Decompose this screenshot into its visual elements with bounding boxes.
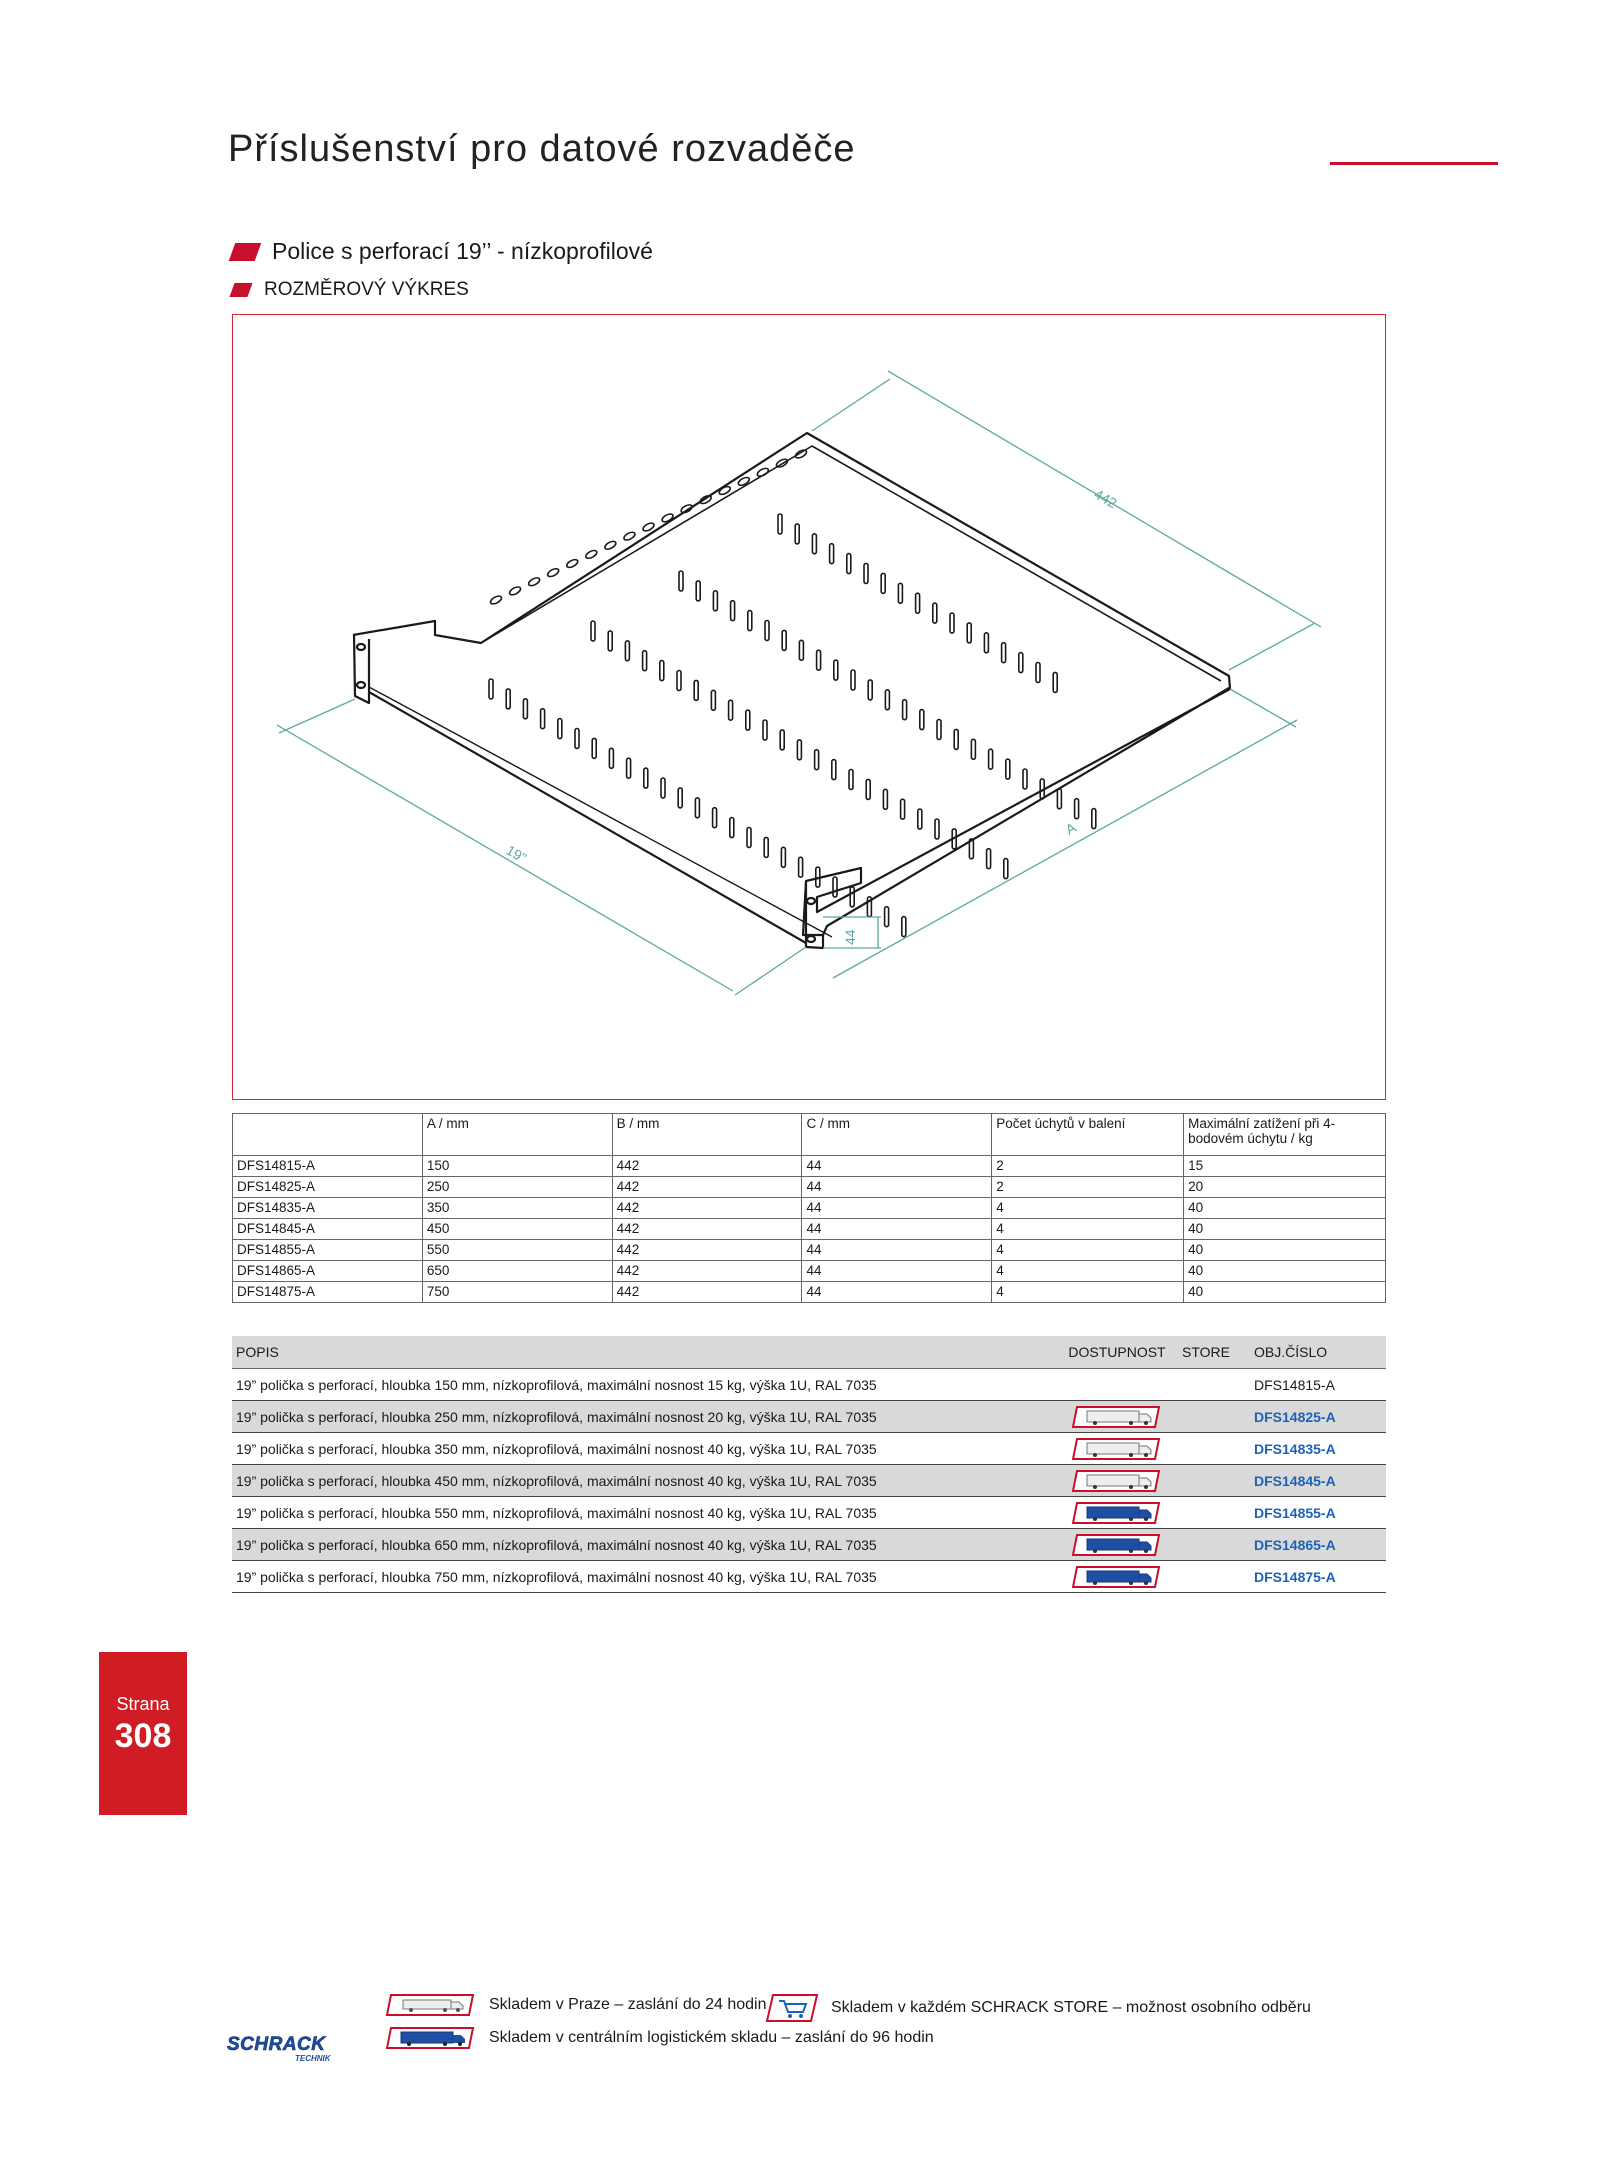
white-truck-icon bbox=[1071, 1405, 1163, 1429]
perforation-hole bbox=[508, 585, 521, 596]
spec-cell: 4 bbox=[992, 1282, 1184, 1303]
spec-cell: 442 bbox=[612, 1240, 802, 1261]
perforation-slot bbox=[731, 601, 735, 621]
legend-store-text: Skladem v každém SCHRACK STORE – možnost osobního odběru bbox=[831, 1999, 1311, 2016]
spec-cell: 40 bbox=[1184, 1240, 1386, 1261]
perforation-slot bbox=[799, 640, 803, 660]
spec-cell: 350 bbox=[422, 1198, 612, 1219]
spec-cell: 4 bbox=[992, 1261, 1184, 1282]
legend-white-truck bbox=[385, 1993, 767, 2017]
spec-cell: DFS14845-A bbox=[233, 1219, 423, 1240]
spec-cell: 44 bbox=[802, 1177, 992, 1198]
blue-truck-icon bbox=[1071, 1501, 1163, 1525]
perforation-slot bbox=[885, 907, 889, 927]
availability-cell bbox=[1052, 1437, 1182, 1461]
blue-truck-icon bbox=[1071, 1565, 1163, 1589]
spec-cell: DFS14835-A bbox=[233, 1198, 423, 1219]
perforation-slot bbox=[851, 670, 855, 690]
perforation-slot bbox=[933, 603, 937, 623]
shopping-cart-icon bbox=[765, 1993, 819, 2023]
product-description: 19” polička s perforací, hloubka 750 mm, nízkoprofilová, maximální nosnost 40 kg, výška 1U, RAL 7035 bbox=[236, 1568, 877, 1585]
svg-text:TECHNIK: TECHNIK bbox=[295, 2054, 331, 2063]
perforation-slot bbox=[881, 573, 885, 593]
page-label: Strana bbox=[116, 1694, 170, 1714]
blue-truck-icon bbox=[385, 2026, 477, 2050]
order-code-link[interactable]: DFS14875-A bbox=[1254, 1568, 1336, 1585]
spec-cell: 44 bbox=[802, 1219, 992, 1240]
spec-cell: DFS14825-A bbox=[233, 1177, 423, 1198]
perforation-slot bbox=[967, 623, 971, 643]
mount-hole bbox=[357, 644, 365, 650]
perforation-slot bbox=[696, 581, 700, 601]
perforation-slot bbox=[984, 633, 988, 653]
spec-cell: 450 bbox=[422, 1219, 612, 1240]
perforation-slot bbox=[866, 779, 870, 799]
product-row bbox=[232, 1497, 1386, 1529]
perforation-slot bbox=[971, 739, 975, 759]
perforation-slot bbox=[832, 760, 836, 780]
perforation-slot bbox=[1075, 799, 1079, 819]
mount-hole bbox=[807, 936, 815, 942]
legend-store-cart bbox=[765, 1993, 1311, 2023]
spec-cell: 442 bbox=[612, 1156, 802, 1177]
perforation-slot bbox=[918, 809, 922, 829]
perforation-slot bbox=[713, 808, 717, 828]
header-desc: POPIS bbox=[236, 1344, 279, 1360]
perforation-slot bbox=[748, 611, 752, 631]
perforation-slot bbox=[541, 709, 545, 729]
perforation-slot bbox=[747, 828, 751, 848]
product-description: 19” polička s perforací, hloubka 650 mm, nízkoprofilová, maximální nosnost 40 kg, výška 1U, RAL 7035 bbox=[236, 1536, 877, 1553]
perforation-slot bbox=[830, 544, 834, 564]
product-description: 19” polička s perforací, hloubka 250 mm, nízkoprofilová, maximální nosnost 20 kg, výška 1U, RAL 7035 bbox=[236, 1408, 877, 1425]
perforation-slot bbox=[916, 593, 920, 613]
perforation-slot bbox=[847, 554, 851, 574]
perforation-slot bbox=[746, 710, 750, 730]
perforation-slot bbox=[850, 887, 854, 907]
perforation-slot bbox=[833, 877, 837, 897]
shelf-drawing-svg bbox=[233, 315, 1387, 1101]
spec-cell: 150 bbox=[422, 1156, 612, 1177]
perforation-hole bbox=[794, 449, 807, 460]
spec-table-body bbox=[233, 1156, 1386, 1303]
dim-label-depth: 442 bbox=[1091, 485, 1120, 512]
spec-cell: 250 bbox=[422, 1177, 612, 1198]
dim-line-width bbox=[277, 699, 806, 995]
white-truck-icon bbox=[385, 1993, 477, 2017]
spec-cell: 4 bbox=[992, 1198, 1184, 1219]
product-heading-text: Police s perforací 19’’ - nízkoprofilové bbox=[272, 238, 653, 264]
product-table bbox=[232, 1336, 1386, 1593]
perforation-slot bbox=[898, 583, 902, 603]
mount-hole bbox=[357, 682, 365, 688]
perforation-hole bbox=[604, 540, 617, 551]
perforation-slot bbox=[489, 679, 493, 699]
product-description: 19” polička s perforací, hloubka 150 mm, nízkoprofilová, maximální nosnost 15 kg, výška 1U, RAL 7035 bbox=[236, 1376, 877, 1393]
dim-label-height: 44 bbox=[842, 929, 858, 945]
perforation-slot bbox=[797, 740, 801, 760]
perforation-slot bbox=[609, 748, 613, 768]
perforation-slot bbox=[575, 729, 579, 749]
perforation-slot bbox=[644, 768, 648, 788]
perforation-slot bbox=[729, 700, 733, 720]
product-description: 19” polička s perforací, hloubka 450 mm, nízkoprofilová, maximální nosnost 40 kg, výška 1U, RAL 7035 bbox=[236, 1472, 877, 1489]
perforation-slot bbox=[1040, 779, 1044, 799]
product-table-body bbox=[232, 1369, 1386, 1593]
perforation-slot bbox=[782, 630, 786, 650]
spec-cell: 650 bbox=[422, 1261, 612, 1282]
order-code-link[interactable]: DFS14865-A bbox=[1254, 1536, 1336, 1553]
spec-cell: 44 bbox=[802, 1261, 992, 1282]
spec-table-header bbox=[233, 1114, 1386, 1156]
perforation-slot bbox=[987, 849, 991, 869]
spec-cell: 2 bbox=[992, 1177, 1184, 1198]
perforation-hole bbox=[699, 494, 712, 505]
order-code-link[interactable]: DFS14835-A bbox=[1254, 1440, 1336, 1457]
spec-cell: 40 bbox=[1184, 1282, 1386, 1303]
perforation-slot bbox=[643, 651, 647, 671]
perforation-slot bbox=[695, 798, 699, 818]
perforation-slot bbox=[902, 917, 906, 937]
product-row bbox=[232, 1529, 1386, 1561]
title-rule bbox=[1330, 162, 1498, 165]
spec-table bbox=[232, 1113, 1386, 1303]
product-row bbox=[232, 1465, 1386, 1497]
spec-cell: DFS14875-A bbox=[233, 1282, 423, 1303]
perforation-slot bbox=[1053, 672, 1057, 692]
front-rail bbox=[354, 635, 806, 943]
perforation-slot bbox=[1023, 769, 1027, 789]
spec-cell: 44 bbox=[802, 1282, 992, 1303]
perforation-slot bbox=[608, 631, 612, 651]
perforation-slot bbox=[815, 750, 819, 770]
perforation-slot bbox=[677, 671, 681, 691]
spec-cell: 44 bbox=[802, 1240, 992, 1261]
perforation-hole bbox=[566, 558, 579, 569]
spec-table-row bbox=[233, 1282, 1386, 1303]
drawing-heading-text: ROZMĚROVÝ VÝKRES bbox=[264, 279, 469, 300]
availability-cell bbox=[1052, 1565, 1182, 1589]
product-description: 19” polička s perforací, hloubka 350 mm, nízkoprofilová, maximální nosnost 40 kg, výška 1U, RAL 7035 bbox=[236, 1440, 877, 1457]
spec-table-row bbox=[233, 1177, 1386, 1198]
shelf-outline bbox=[353, 433, 1230, 935]
availability-cell bbox=[1052, 1405, 1182, 1429]
perforation-slot bbox=[558, 719, 562, 739]
spec-header-cell: C / mm bbox=[802, 1114, 992, 1156]
perforation-slot bbox=[885, 690, 889, 710]
perforation-slot bbox=[1002, 643, 1006, 663]
header-store: STORE bbox=[1182, 1344, 1230, 1360]
perforation-hole bbox=[680, 503, 693, 514]
spec-cell: 40 bbox=[1184, 1219, 1386, 1240]
spec-cell: 442 bbox=[612, 1198, 802, 1219]
perforation-slot bbox=[1004, 859, 1008, 879]
perforation-slot bbox=[989, 749, 993, 769]
drawing-heading bbox=[232, 279, 469, 301]
order-code-link: DFS14815-A bbox=[1254, 1376, 1335, 1393]
perforation-slot bbox=[625, 641, 629, 661]
perforation-slot bbox=[764, 837, 768, 857]
perforation-slot bbox=[778, 514, 782, 534]
perforation-slot bbox=[1036, 663, 1040, 683]
perforation-slot bbox=[799, 857, 803, 877]
perforation-slot bbox=[523, 699, 527, 719]
spec-header-cell: B / mm bbox=[612, 1114, 802, 1156]
red-marker-icon bbox=[229, 283, 252, 297]
perforation-hole bbox=[756, 467, 769, 478]
perforation-slot bbox=[1019, 653, 1023, 673]
product-row bbox=[232, 1401, 1386, 1433]
page-number-tab bbox=[99, 1652, 187, 1815]
spec-table-row bbox=[233, 1240, 1386, 1261]
red-marker-icon bbox=[229, 243, 262, 261]
product-row bbox=[232, 1369, 1386, 1401]
perforation-slot bbox=[937, 720, 941, 740]
svg-text:SCHRACK: SCHRACK bbox=[227, 2034, 326, 2055]
spec-cell: 442 bbox=[612, 1177, 802, 1198]
spec-cell: 40 bbox=[1184, 1198, 1386, 1219]
perforation-slot bbox=[1006, 759, 1010, 779]
spec-cell: DFS14865-A bbox=[233, 1261, 423, 1282]
dim-label-length: A bbox=[1062, 819, 1079, 838]
schrack-logo bbox=[225, 2030, 350, 2064]
order-code-link[interactable]: DFS14845-A bbox=[1254, 1472, 1336, 1489]
spec-cell: 442 bbox=[612, 1261, 802, 1282]
perforation-slot bbox=[1092, 809, 1096, 829]
perforation-slot bbox=[812, 534, 816, 554]
spec-cell: 15 bbox=[1184, 1156, 1386, 1177]
product-row bbox=[232, 1561, 1386, 1593]
header-code: OBJ.ČÍSLO bbox=[1254, 1344, 1328, 1360]
dimension-drawing bbox=[232, 314, 1386, 1100]
dim-line-depth bbox=[812, 371, 1321, 670]
perforation-slot bbox=[661, 778, 665, 798]
perforation-slot bbox=[903, 700, 907, 720]
spec-cell: 750 bbox=[422, 1282, 612, 1303]
availability-cell bbox=[1052, 1469, 1182, 1493]
perforation-hole bbox=[527, 576, 540, 587]
spec-cell: 550 bbox=[422, 1240, 612, 1261]
product-description: 19” polička s perforací, hloubka 550 mm, nízkoprofilová, maximální nosnost 40 kg, výška 1U, RAL 7035 bbox=[236, 1504, 877, 1521]
perforation-slot bbox=[694, 680, 698, 700]
dim-label-width: 19" bbox=[503, 841, 530, 866]
perforation-slot bbox=[795, 524, 799, 544]
order-code-link[interactable]: DFS14825-A bbox=[1254, 1408, 1336, 1425]
perforation-slot bbox=[660, 661, 664, 681]
product-row bbox=[232, 1433, 1386, 1465]
spec-cell: 4 bbox=[992, 1219, 1184, 1240]
perforation-hole bbox=[585, 549, 598, 560]
perforation-slot bbox=[592, 738, 596, 758]
spec-header-cell: A / mm bbox=[422, 1114, 612, 1156]
spec-cell: 40 bbox=[1184, 1261, 1386, 1282]
perforation-slot bbox=[864, 564, 868, 584]
order-code-link[interactable]: DFS14855-A bbox=[1254, 1504, 1336, 1521]
legend-blue-truck-text: Skladem v centrálním logistickém skladu – zaslání do 96 hodin bbox=[489, 2029, 934, 2046]
availability-cell bbox=[1052, 1533, 1182, 1557]
perforation-hole bbox=[489, 595, 502, 606]
perforation-slot bbox=[678, 788, 682, 808]
spec-header-cell bbox=[233, 1114, 423, 1156]
perforation-slot bbox=[781, 847, 785, 867]
spec-cell: 44 bbox=[802, 1198, 992, 1219]
spec-cell: 2 bbox=[992, 1156, 1184, 1177]
perforation-slot bbox=[935, 819, 939, 839]
perforation-slot bbox=[834, 660, 838, 680]
spec-header-cell: Počet úchytů v balení bbox=[992, 1114, 1184, 1156]
perforation-hole bbox=[623, 531, 636, 542]
perforation-slot bbox=[765, 621, 769, 641]
spec-table-row bbox=[233, 1219, 1386, 1240]
legend-white-truck-text: Skladem v Praze – zaslání do 24 hodin bbox=[489, 1996, 767, 2013]
perforation-slot bbox=[763, 720, 767, 740]
spec-table-row bbox=[233, 1261, 1386, 1282]
spec-table-row bbox=[233, 1156, 1386, 1177]
page-number: 308 bbox=[114, 1717, 172, 1755]
perforation-slot bbox=[506, 689, 510, 709]
blue-truck-icon bbox=[1071, 1533, 1163, 1557]
spec-cell: DFS14855-A bbox=[233, 1240, 423, 1261]
perforation-slot bbox=[591, 621, 595, 641]
perforation-slot bbox=[627, 758, 631, 778]
product-table-header bbox=[232, 1336, 1386, 1369]
perforation-slot bbox=[883, 789, 887, 809]
spec-header-cell: Maximální zatížení při 4-bodovém úchytu / kg bbox=[1184, 1114, 1386, 1156]
perforation-slot bbox=[780, 730, 784, 750]
product-heading bbox=[232, 238, 653, 265]
mount-hole bbox=[807, 898, 815, 904]
perforation-slot bbox=[1057, 789, 1061, 809]
perforation-slot bbox=[713, 591, 717, 611]
spec-cell: DFS14815-A bbox=[233, 1156, 423, 1177]
spec-cell: 4 bbox=[992, 1240, 1184, 1261]
perforation-slot bbox=[969, 839, 973, 859]
white-truck-icon bbox=[1071, 1437, 1163, 1461]
perforation-slot bbox=[950, 613, 954, 633]
perforation-slot bbox=[901, 799, 905, 819]
perforation-slot bbox=[730, 818, 734, 838]
perforation-slot bbox=[954, 729, 958, 749]
header-availability: DOSTUPNOST bbox=[1068, 1344, 1166, 1360]
availability-cell bbox=[1052, 1501, 1182, 1525]
perforation-hole bbox=[546, 567, 559, 578]
legend-blue-truck bbox=[385, 2026, 934, 2050]
perforation-hole bbox=[661, 512, 674, 523]
perforation-slot bbox=[679, 571, 683, 591]
spec-cell: 442 bbox=[612, 1282, 802, 1303]
spec-cell: 44 bbox=[802, 1156, 992, 1177]
spec-table-row bbox=[233, 1198, 1386, 1219]
spec-cell: 442 bbox=[612, 1219, 802, 1240]
white-truck-icon bbox=[1071, 1469, 1163, 1493]
page-title: Příslušenství pro datové rozvaděče bbox=[228, 128, 856, 170]
perforation-slot bbox=[711, 690, 715, 710]
spec-cell: 20 bbox=[1184, 1177, 1386, 1198]
perforation-slot bbox=[849, 770, 853, 790]
perforation-slot bbox=[868, 680, 872, 700]
perforation-slot bbox=[920, 710, 924, 730]
perforation-slot bbox=[817, 650, 821, 670]
